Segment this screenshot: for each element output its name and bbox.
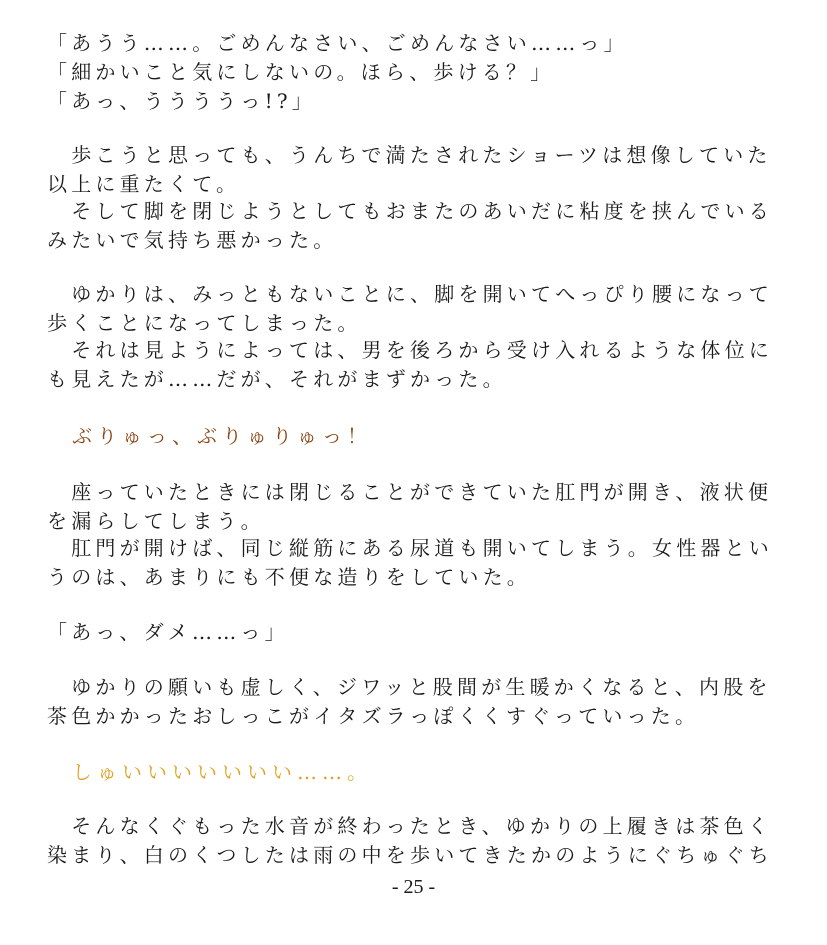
text-line: 歩こうと思っても、うんちで満たされたショーツは想像していた (47, 143, 772, 167)
sound-effect-line: ぶりゅっ、ぶりゅりゅっ！ (47, 424, 372, 448)
text-line: 「あうう……。ごめんなさい、ごめんなさい……っ」 (47, 31, 628, 55)
text-line: 茶色かかったおしっこがイタズラっぽくくすぐっていった。 (47, 704, 700, 728)
sound-effect-line: しゅいいいいいいい……。 (47, 760, 372, 784)
page-number: - 25 - (391, 876, 436, 898)
text-line: みたいで気持ち悪かった。 (47, 228, 338, 252)
text-line: 肛門が開けば、同じ縦筋にある尿道も開いてしまう。女性器とい (47, 536, 773, 560)
text-line: そんなくぐもった水音が終わったとき、ゆかりの上履きは茶色く (47, 814, 772, 838)
text-line: も見えたが……だが、それがまずかった。 (47, 367, 507, 391)
text-line (47, 730, 792, 760)
text-line (47, 450, 792, 480)
text-line: ゆかりは、みっともないことに、脚を開いてへっぴり腰になって (47, 282, 773, 306)
text-line: 「細かいこと気にしないの。ほら、歩ける？」 (47, 60, 555, 84)
text-line: 以上に重たくて。 (47, 172, 241, 196)
text-line: それは見ようによっては、男を後ろから受け入れるような体位に (47, 338, 773, 362)
text-line: ゆかりの願いも虚しく、ジワッと股間が生暖かくなると、内股を (47, 675, 772, 699)
text-line: 座っていたときには閉じることができていた肛門が開き、液状便 (47, 480, 773, 504)
text-line: うのは、あまりにも不便な造りをしていた。 (47, 565, 531, 589)
text-line (47, 393, 792, 423)
text-line: を漏らしてしまう。 (47, 509, 265, 533)
text-line: 「あっ、ううううっ!?」 (47, 89, 316, 113)
text-line: 「あっ、ダメ……っ」 (47, 620, 289, 644)
text-line: 歩くことになってしまった。 (47, 311, 362, 335)
text-line: 染まり、白のくつしたは雨の中を歩いてきたかのようにぐちゅぐち (47, 843, 773, 867)
text-line: そして脚を閉じようとしてもおまたのあいだに粘度を挟んでいる (47, 199, 773, 223)
